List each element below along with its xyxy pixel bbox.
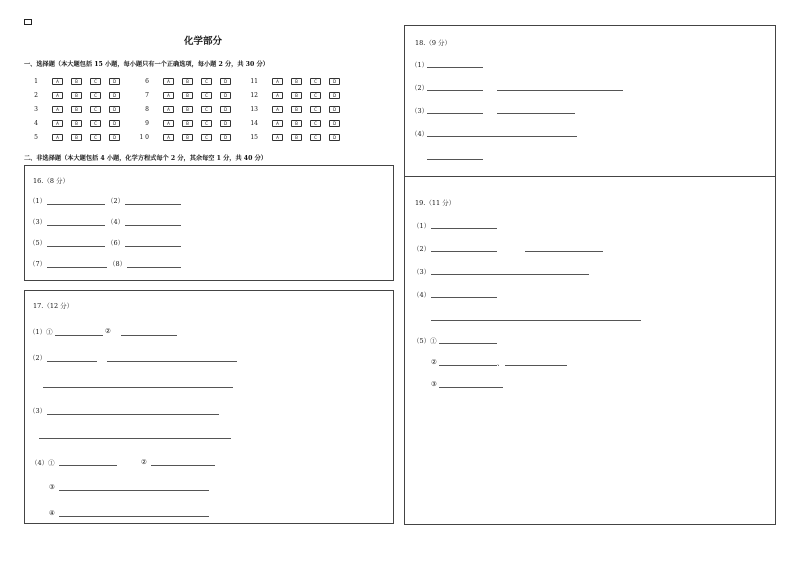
question-18-box xyxy=(404,25,776,177)
q18-label-1: （1） xyxy=(411,61,429,69)
q19-answer-line-2a[interactable] xyxy=(431,251,497,252)
section-nonchoice-heading: 二、非选择题（本大题包括 4 小题，化学方程式每个 2 分，其余每空 1 分，共 40 分） xyxy=(24,155,267,162)
mc-option-bubble[interactable]: D xyxy=(329,106,340,113)
q17-label-3: （3） xyxy=(29,407,47,415)
mc-option-bubble[interactable]: C xyxy=(201,120,212,127)
mc-question-number: 9 xyxy=(145,120,149,127)
mc-question-number: 14 xyxy=(250,120,258,127)
q16-answer-line-3[interactable] xyxy=(47,225,105,226)
mc-option-bubble[interactable]: B xyxy=(291,134,302,141)
q19-label-5b: ② xyxy=(431,358,437,366)
q17-answer-line-4a[interactable] xyxy=(59,465,117,466)
q16-label-7: （7） xyxy=(29,260,47,268)
q18-answer-line-3a[interactable] xyxy=(427,113,483,114)
mc-option-bubble[interactable]: D xyxy=(109,120,120,127)
q16-label-4: （4） xyxy=(107,218,125,226)
q19-answer-line-4a[interactable] xyxy=(431,297,497,298)
q17-answer-line-4b[interactable] xyxy=(151,465,215,466)
question-16-header: 16.（8 分） xyxy=(33,177,70,185)
q19-label-5c: ③ xyxy=(431,380,437,388)
mc-option-bubble[interactable]: D xyxy=(220,92,231,99)
mc-question-number: 3 xyxy=(34,106,38,113)
q19-separator: 、 xyxy=(497,359,504,367)
q17-label-4b: ② xyxy=(141,458,147,466)
question-16-box xyxy=(24,165,394,281)
mc-option-bubble[interactable]: B xyxy=(291,78,302,85)
mc-option-bubble[interactable]: B xyxy=(291,106,302,113)
mc-option-bubble[interactable]: B xyxy=(71,134,82,141)
q16-answer-line-1[interactable] xyxy=(47,204,105,205)
mc-option-bubble[interactable]: A xyxy=(52,78,63,85)
mc-option-bubble[interactable]: C xyxy=(310,134,321,141)
q16-answer-line-5[interactable] xyxy=(47,246,105,247)
mc-option-bubble[interactable]: A xyxy=(163,106,174,113)
section-choice-heading: 一、选择题（本大题包括 15 小题，每小题只有一个正确选项，每小题 2 分，共 30 分） xyxy=(24,61,269,68)
mc-option-bubble[interactable]: B xyxy=(71,92,82,99)
mc-option-bubble[interactable]: D xyxy=(329,134,340,141)
mc-option-bubble[interactable]: A xyxy=(272,120,283,127)
q19-answer-line-1[interactable] xyxy=(431,228,497,229)
q17-answer-line-3b[interactable] xyxy=(39,438,231,439)
mc-option-bubble[interactable]: A xyxy=(163,120,174,127)
q18-answer-line-4b[interactable] xyxy=(427,159,483,160)
q16-label-1: （1） xyxy=(29,197,47,205)
mc-option-bubble[interactable]: D xyxy=(329,92,340,99)
mc-question-number: 2 xyxy=(34,92,38,99)
q17-answer-line-1b[interactable] xyxy=(121,335,177,336)
mc-question-number: 13 xyxy=(250,106,258,113)
q19-answer-line-2b[interactable] xyxy=(525,251,603,252)
q18-answer-line-2a[interactable] xyxy=(427,90,483,91)
mc-question-number: 15 xyxy=(250,134,258,141)
question-19-box xyxy=(404,176,776,525)
mc-option-bubble[interactable]: A xyxy=(163,134,174,141)
mc-question-number: 1 0 xyxy=(139,134,149,141)
mc-option-bubble[interactable]: C xyxy=(310,106,321,113)
mc-option-bubble[interactable]: B xyxy=(71,106,82,113)
q16-label-6: （6） xyxy=(107,239,125,247)
mc-question-number: 12 xyxy=(250,92,258,99)
q18-label-2: （2） xyxy=(411,84,429,92)
q16-label-3: （3） xyxy=(29,218,47,226)
mc-option-bubble[interactable]: C xyxy=(310,78,321,85)
mc-option-bubble[interactable]: D xyxy=(220,134,231,141)
mc-question-number: 11 xyxy=(250,78,258,85)
mc-question-number: 6 xyxy=(145,78,149,85)
q17-answer-line-3a[interactable] xyxy=(47,414,219,415)
q17-label-1: （1）① xyxy=(29,328,53,336)
q16-answer-line-4[interactable] xyxy=(125,225,181,226)
q18-label-3: （3） xyxy=(411,107,429,115)
mc-option-bubble[interactable]: B xyxy=(182,106,193,113)
question-18-header: 18.（9 分） xyxy=(415,39,452,47)
mc-option-bubble[interactable]: C xyxy=(201,78,212,85)
q18-answer-line-1[interactable] xyxy=(427,67,483,68)
mc-option-bubble[interactable]: D xyxy=(109,134,120,141)
q16-answer-line-6[interactable] xyxy=(125,246,181,247)
mc-option-bubble[interactable]: C xyxy=(90,92,101,99)
q19-answer-line-5b[interactable] xyxy=(439,365,497,366)
mc-option-bubble[interactable]: C xyxy=(201,134,212,141)
q19-answer-line-5d[interactable] xyxy=(439,387,503,388)
mc-question-number: 5 xyxy=(34,134,38,141)
question-17-box xyxy=(24,290,394,524)
q16-answer-line-8[interactable] xyxy=(127,267,181,268)
q18-label-4: （4） xyxy=(411,130,429,138)
q16-label-8: （8） xyxy=(109,260,127,268)
question-19-header: 19.（11 分） xyxy=(415,199,456,207)
q19-label-4: （4） xyxy=(413,291,431,299)
q18-answer-line-4a[interactable] xyxy=(427,136,577,137)
q16-label-2: （2） xyxy=(107,197,125,205)
mc-option-bubble[interactable]: A xyxy=(272,134,283,141)
mc-option-bubble[interactable]: B xyxy=(182,134,193,141)
q17-answer-line-4d[interactable] xyxy=(59,516,209,517)
mc-option-bubble[interactable]: B xyxy=(291,92,302,99)
mc-option-bubble[interactable]: D xyxy=(220,120,231,127)
mc-option-bubble[interactable]: C xyxy=(90,120,101,127)
q17-label-4d: ④ xyxy=(49,509,55,517)
mc-option-bubble[interactable]: D xyxy=(109,78,120,85)
mc-option-bubble[interactable]: D xyxy=(109,92,120,99)
mc-option-bubble[interactable]: C xyxy=(310,120,321,127)
mc-option-bubble[interactable]: B xyxy=(71,120,82,127)
mc-question-number: 4 xyxy=(34,120,38,127)
q19-answer-line-4b[interactable] xyxy=(431,320,641,321)
page-title: 化学部分 xyxy=(184,36,223,47)
mc-option-bubble[interactable]: C xyxy=(90,106,101,113)
mc-option-bubble[interactable]: B xyxy=(71,78,82,85)
mc-option-bubble[interactable]: B xyxy=(182,92,193,99)
q17-answer-line-2a[interactable] xyxy=(47,361,97,362)
mc-option-bubble[interactable]: A xyxy=(163,78,174,85)
mc-option-bubble[interactable]: B xyxy=(182,120,193,127)
q17-label-4: （4）① xyxy=(31,459,55,467)
mc-option-bubble[interactable]: D xyxy=(329,78,340,85)
mc-option-bubble[interactable]: A xyxy=(52,92,63,99)
mc-option-bubble[interactable]: C xyxy=(201,92,212,99)
q17-answer-line-1a[interactable] xyxy=(55,335,103,336)
mc-option-bubble[interactable]: B xyxy=(182,78,193,85)
q17-answer-line-4c[interactable] xyxy=(59,490,209,491)
q17-answer-line-2c[interactable] xyxy=(43,387,233,388)
q19-label-2: （2） xyxy=(413,245,431,253)
mc-option-bubble[interactable]: A xyxy=(272,92,283,99)
mc-option-bubble[interactable]: B xyxy=(291,120,302,127)
mc-question-number: 8 xyxy=(145,106,149,113)
mc-option-bubble[interactable]: A xyxy=(163,92,174,99)
mc-option-bubble[interactable]: C xyxy=(90,78,101,85)
q16-label-5: （5） xyxy=(29,239,47,247)
q19-label-1: （1） xyxy=(413,222,431,230)
q19-answer-line-5a[interactable] xyxy=(439,343,497,344)
q18-answer-line-3b[interactable] xyxy=(497,113,575,114)
mc-option-bubble[interactable]: A xyxy=(52,106,63,113)
q18-answer-line-2b[interactable] xyxy=(497,90,623,91)
question-17-header: 17.（12 分） xyxy=(33,302,74,310)
q19-label-5: （5）① xyxy=(413,337,437,345)
mc-option-bubble[interactable]: D xyxy=(220,106,231,113)
mc-option-bubble[interactable]: A xyxy=(272,78,283,85)
q17-label-4c: ③ xyxy=(49,483,55,491)
mc-option-bubble[interactable]: C xyxy=(90,134,101,141)
mc-option-bubble[interactable]: D xyxy=(329,120,340,127)
mc-option-bubble[interactable]: A xyxy=(52,134,63,141)
q17-answer-line-2b[interactable] xyxy=(107,361,237,362)
q16-answer-line-2[interactable] xyxy=(125,204,181,205)
mc-option-bubble[interactable]: C xyxy=(310,92,321,99)
mc-option-bubble[interactable]: C xyxy=(201,106,212,113)
mc-option-bubble[interactable]: A xyxy=(52,120,63,127)
q19-label-3: （3） xyxy=(413,268,431,276)
q19-answer-line-5c[interactable] xyxy=(505,365,567,366)
mc-question-number: 7 xyxy=(145,92,149,99)
mc-option-bubble[interactable]: A xyxy=(272,106,283,113)
q16-answer-line-7[interactable] xyxy=(47,267,107,268)
mc-question-number: 1 xyxy=(34,78,38,85)
q17-label-2: （2） xyxy=(29,354,47,362)
page-marker-box xyxy=(24,19,32,25)
mc-option-bubble[interactable]: D xyxy=(220,78,231,85)
q19-answer-line-3[interactable] xyxy=(431,274,589,275)
mc-option-bubble[interactable]: D xyxy=(109,106,120,113)
q17-label-1b: ② xyxy=(105,327,111,335)
